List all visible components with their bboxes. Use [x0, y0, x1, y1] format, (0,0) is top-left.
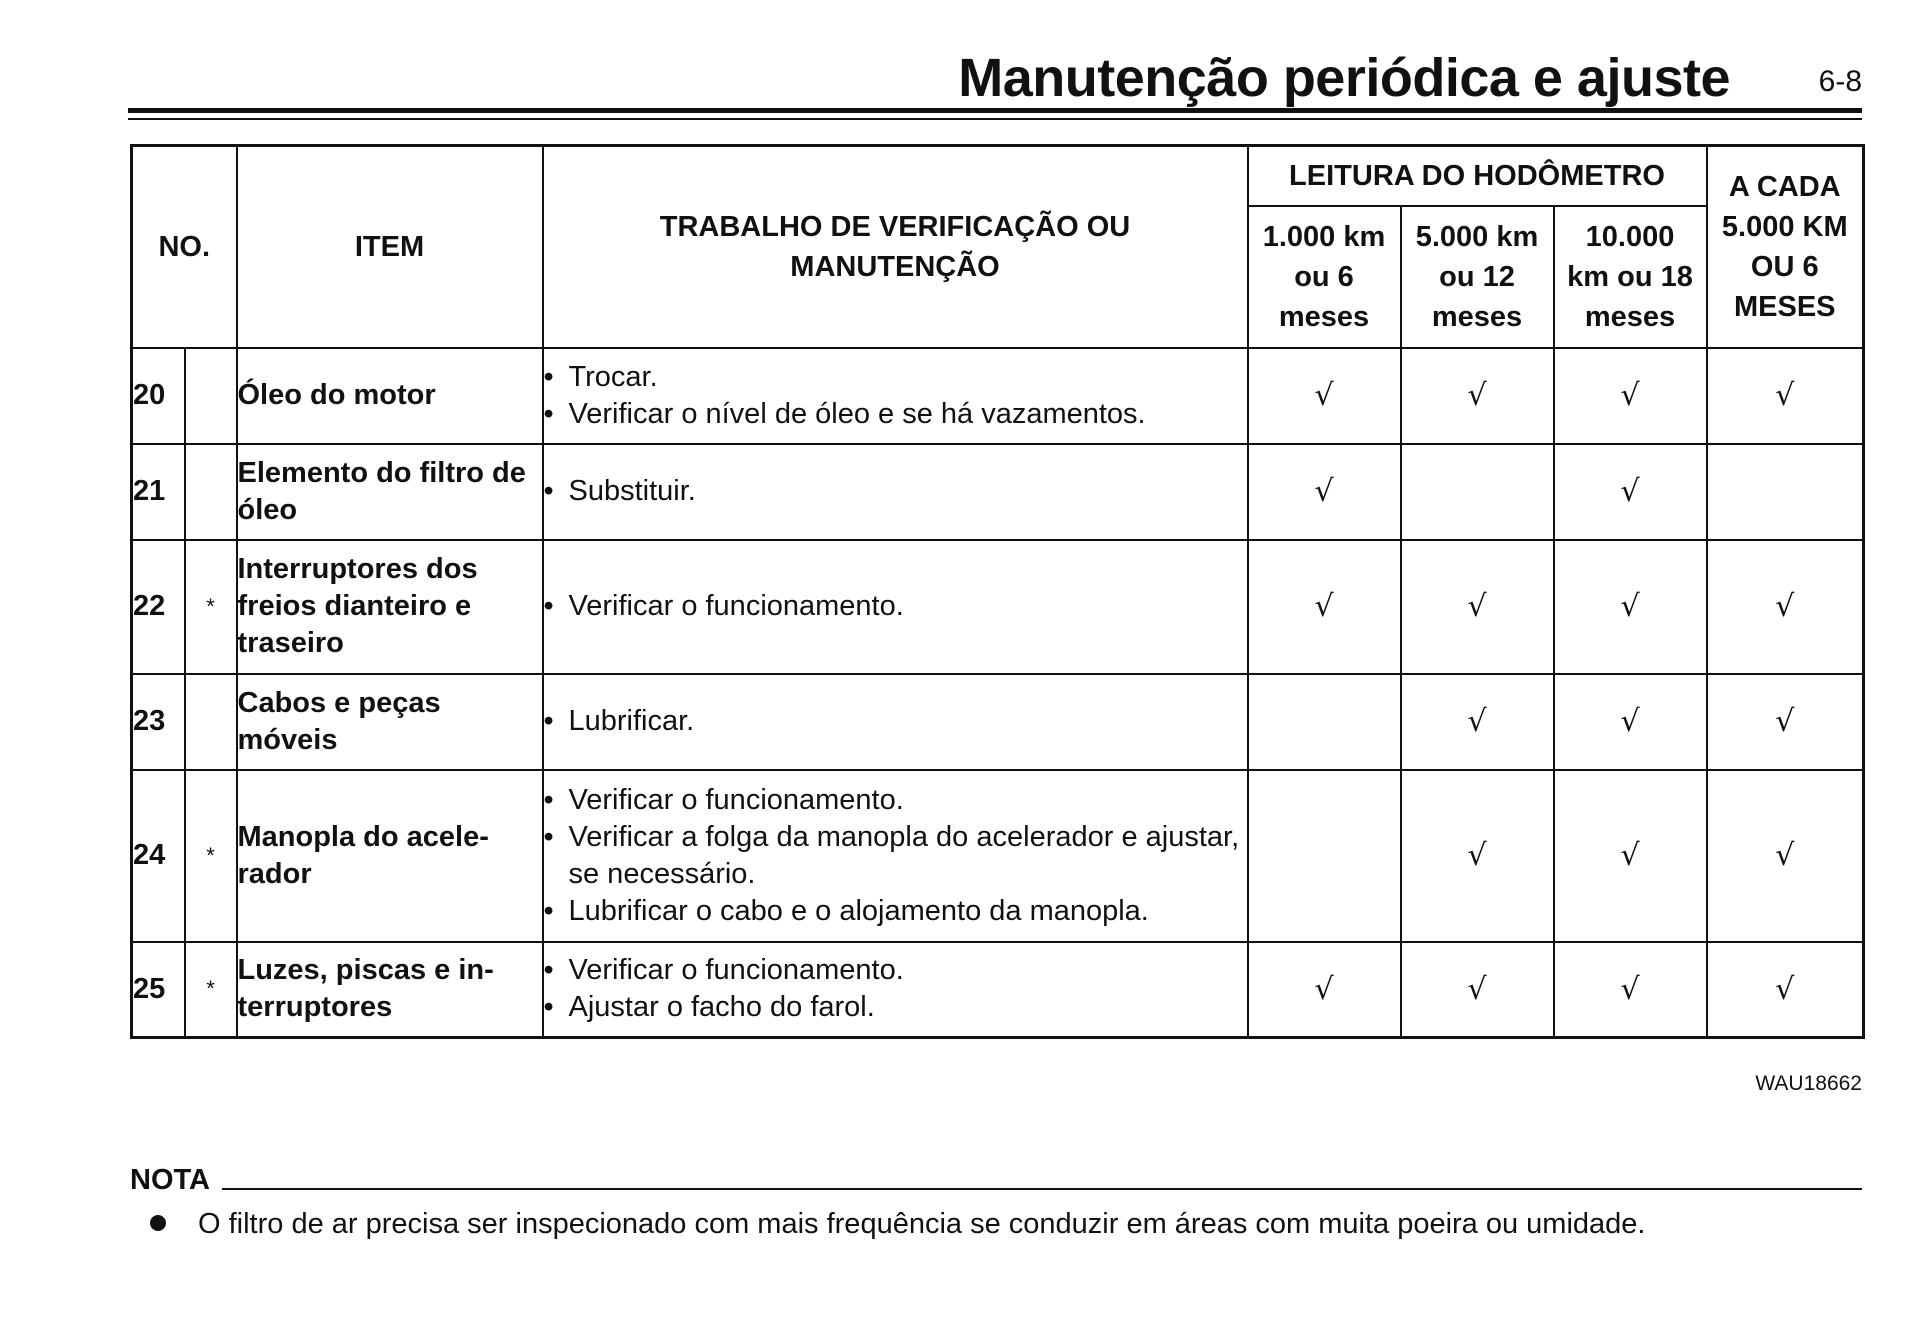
bullet-icon: [150, 1215, 166, 1231]
check-cell-4: √: [1707, 770, 1864, 942]
header-work: TRABALHO DE VERIFICAÇÃO OU MANUTENÇÃO: [543, 146, 1248, 348]
work-list-item: • Ajustar o facho do farol.: [544, 989, 1247, 1026]
check-cell-4: √: [1707, 674, 1864, 770]
work-list-item: • Lubrificar.: [544, 703, 1247, 740]
check-cell-1: √: [1248, 540, 1401, 674]
row-asterisk: *: [185, 770, 237, 942]
row-item: Cabos e peças móveis: [237, 674, 543, 770]
table-row: [132, 942, 1864, 1038]
row-number: 21: [132, 444, 185, 540]
note-item: [150, 1204, 1645, 1244]
row-asterisk: *: [185, 540, 237, 674]
check-cell-1: √: [1248, 942, 1401, 1038]
table-row: [132, 348, 1864, 444]
note-label: NOTA: [130, 1164, 211, 1196]
check-cell-3: √: [1554, 674, 1707, 770]
work-list-item: • Lubrificar o cabo e o alojamento da manopla.: [544, 893, 1247, 930]
row-item: Manopla do acele- rador: [237, 770, 543, 942]
note-text: O filtro de ar precisa ser inspecionado com mais frequência se conduzir em áreas com muita poeira ou umidade.: [198, 1208, 1646, 1240]
row-item: Óleo do motor: [237, 348, 543, 444]
row-asterisk: [185, 444, 237, 540]
check-cell-2: √: [1401, 348, 1554, 444]
header-item: ITEM: [237, 146, 543, 348]
page-title: Manutenção periódica e ajuste: [958, 48, 1730, 108]
row-item: Elemento do filtro de óleo: [237, 444, 543, 540]
check-cell-4: [1707, 444, 1864, 540]
work-list-item: • Verificar o funcionamento.: [544, 952, 1247, 989]
check-cell-3: √: [1554, 348, 1707, 444]
row-item: Luzes, piscas e in- terruptores: [237, 942, 543, 1038]
check-cell-1: [1248, 674, 1401, 770]
check-cell-2: [1401, 444, 1554, 540]
check-cell-2: √: [1401, 674, 1554, 770]
header-no: NO.: [132, 146, 237, 348]
table-body: [132, 348, 1864, 1038]
header-rule-thick: [128, 108, 1862, 113]
work-list: [544, 782, 1247, 930]
check-cell-2: √: [1401, 942, 1554, 1038]
work-list-item: • Substituir.: [544, 473, 1247, 510]
table-row: [132, 444, 1864, 540]
work-list-item: • Trocar.: [544, 359, 1247, 396]
check-cell-2: √: [1401, 770, 1554, 942]
check-cell-1: [1248, 770, 1401, 942]
header-interval-1: 1.000 km ou 6 meses: [1248, 206, 1401, 348]
row-number: 22: [132, 540, 185, 674]
work-list: [544, 952, 1247, 1026]
work-list-item: • Verificar o nível de óleo e se há vazamentos.: [544, 396, 1247, 433]
check-cell-3: √: [1554, 540, 1707, 674]
check-cell-4: √: [1707, 942, 1864, 1038]
check-cell-1: √: [1248, 348, 1401, 444]
page-header: [128, 48, 1862, 108]
work-list: [544, 473, 1247, 510]
check-cell-4: √: [1707, 348, 1864, 444]
header-interval-2: 5.000 km ou 12 meses: [1401, 206, 1554, 348]
page-number: 6-8: [1818, 65, 1862, 98]
check-cell-1: √: [1248, 444, 1401, 540]
work-list-item: • Verificar o funcionamento.: [544, 782, 1247, 819]
row-work: [543, 770, 1248, 942]
row-work: [543, 674, 1248, 770]
table-row: [132, 674, 1864, 770]
row-item: Interruptores dos freios dianteiro e traseiro: [237, 540, 543, 674]
header-rule-thin: [128, 118, 1862, 120]
row-asterisk: [185, 674, 237, 770]
work-list: [544, 359, 1247, 433]
row-number: 25: [132, 942, 185, 1038]
check-cell-3: √: [1554, 770, 1707, 942]
work-list: [544, 588, 1247, 625]
table-row: [132, 540, 1864, 674]
header-every: A CADA 5.000 KM OU 6 MESES: [1707, 146, 1864, 348]
header-odometer: LEITURA DO HODÔMETRO: [1248, 146, 1707, 206]
row-work: [543, 444, 1248, 540]
check-cell-4: √: [1707, 540, 1864, 674]
work-list-item: • Verificar a folga da manopla do acelerador e ajustar, se necessário.: [544, 819, 1247, 893]
work-list: [544, 703, 1247, 740]
check-cell-2: √: [1401, 540, 1554, 674]
row-asterisk: [185, 348, 237, 444]
note-rule: [222, 1188, 1862, 1190]
work-list-item: • Verificar o funcionamento.: [544, 588, 1247, 625]
table-row: [132, 770, 1864, 942]
row-number: 20: [132, 348, 185, 444]
row-work: [543, 942, 1248, 1038]
row-number: 23: [132, 674, 185, 770]
reference-code: WAU18662: [1755, 1072, 1862, 1095]
check-cell-3: √: [1554, 444, 1707, 540]
row-work: [543, 348, 1248, 444]
row-asterisk: *: [185, 942, 237, 1038]
maintenance-schedule-table: [130, 144, 1865, 1039]
check-cell-3: √: [1554, 942, 1707, 1038]
header-interval-3: 10.000 km ou 18 meses: [1554, 206, 1707, 348]
row-work: [543, 540, 1248, 674]
row-number: 24: [132, 770, 185, 942]
